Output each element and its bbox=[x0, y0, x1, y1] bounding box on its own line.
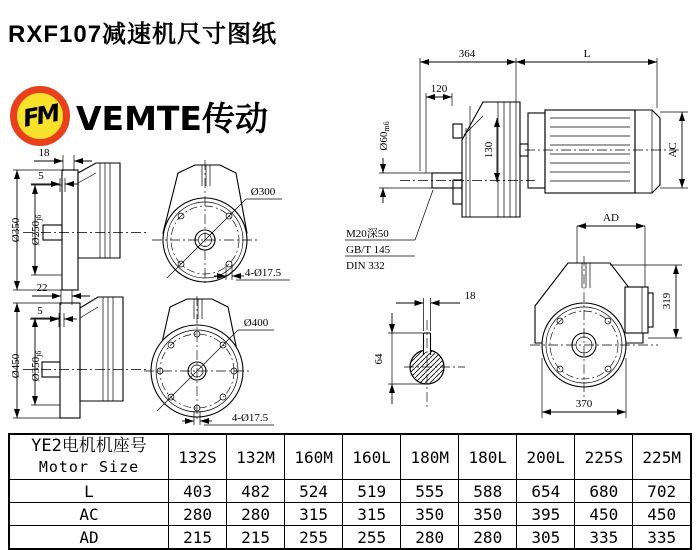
logo-badge-icon bbox=[10, 86, 70, 146]
dim-flange-depth: 18 bbox=[38, 147, 50, 159]
cell: 280 bbox=[227, 503, 285, 526]
cell: 588 bbox=[459, 480, 517, 503]
cell: 450 bbox=[575, 503, 633, 526]
dim-spigot-dia: Ø250j6 bbox=[30, 214, 43, 246]
table-row-AC bbox=[9, 503, 691, 526]
cell: 280 bbox=[401, 526, 459, 550]
row-label: L bbox=[9, 480, 169, 503]
dimensions bbox=[10, 282, 90, 418]
col-header: 225M bbox=[633, 434, 691, 480]
dim-shaft-dia: Ø60m6 bbox=[378, 121, 391, 151]
row-label: AD bbox=[9, 526, 169, 550]
table-header-row bbox=[9, 434, 691, 480]
cell: 315 bbox=[285, 503, 343, 526]
tap-note-2: GB/T 145 bbox=[346, 244, 391, 256]
cell: 680 bbox=[575, 480, 633, 503]
cell: 215 bbox=[227, 526, 285, 550]
dim-outer-dia: Ø350 bbox=[10, 217, 22, 243]
cell: 255 bbox=[343, 526, 401, 550]
view-rear bbox=[520, 208, 698, 433]
cell: 315 bbox=[343, 503, 401, 526]
col-header: 160M bbox=[285, 434, 343, 480]
cell: 555 bbox=[401, 480, 459, 503]
view-flange-small-front bbox=[150, 158, 325, 293]
col-header: 180L bbox=[459, 434, 517, 480]
cell: 335 bbox=[575, 526, 633, 550]
header-en: Motor Size bbox=[38, 458, 140, 476]
motor-outline bbox=[520, 110, 660, 193]
dimensions bbox=[378, 48, 688, 203]
dim-overall-length: 364 bbox=[458, 48, 476, 60]
brand-logo bbox=[10, 86, 268, 146]
cell: 255 bbox=[285, 526, 343, 550]
table-row-L bbox=[9, 480, 691, 503]
dim-lip: 5 bbox=[37, 305, 43, 317]
view-flange-large-front bbox=[140, 295, 325, 437]
col-header: 180M bbox=[401, 434, 459, 480]
logo-brand-text: VEMTE传动 bbox=[76, 98, 268, 138]
cell: 350 bbox=[401, 503, 459, 526]
dim-body-height: 319 bbox=[661, 292, 673, 310]
dim-outer-dia: Ø450 bbox=[10, 353, 22, 379]
row-label: AC bbox=[9, 503, 169, 526]
col-header: 160L bbox=[343, 434, 401, 480]
header-cn: YE2电机机座号 bbox=[31, 436, 147, 456]
dim-flange-depth: 22 bbox=[36, 282, 48, 294]
cell: 305 bbox=[517, 526, 575, 550]
cell: 280 bbox=[169, 503, 227, 526]
tap-note-1: M20深50 bbox=[346, 228, 389, 240]
cell: 524 bbox=[285, 480, 343, 503]
table-header-cell bbox=[9, 434, 169, 480]
col-header: 200L bbox=[517, 434, 575, 480]
dim-holes: 4-Ø17.5 bbox=[231, 412, 269, 424]
gearbox-outline bbox=[42, 297, 123, 418]
table-row-AD bbox=[9, 526, 691, 550]
dim-flange-height: 130 bbox=[483, 141, 495, 159]
cell: 519 bbox=[343, 480, 401, 503]
cell: 482 bbox=[227, 480, 285, 503]
gearbox-outline bbox=[43, 163, 120, 290]
cell: 702 bbox=[633, 480, 691, 503]
view-flange-large-side bbox=[8, 283, 158, 438]
cell: 654 bbox=[517, 480, 575, 503]
dim-motor-length: L bbox=[583, 48, 591, 60]
dim-body-width: 370 bbox=[575, 398, 593, 410]
page-title: RXF107减速机尺寸图纸 bbox=[8, 21, 278, 48]
dim-key-depth: 64 bbox=[373, 353, 385, 365]
dim-box-width: AD bbox=[603, 212, 619, 224]
tap-note-3: DIN 332 bbox=[346, 260, 385, 272]
col-header: 132S bbox=[169, 434, 227, 480]
dim-lip: 5 bbox=[38, 170, 44, 182]
dim-bolt-circle: Ø300 bbox=[250, 186, 276, 198]
col-header: 132M bbox=[227, 434, 285, 480]
view-flange-small-side bbox=[8, 143, 158, 298]
dim-key-width: 18 bbox=[464, 290, 476, 302]
gearbox-outline bbox=[432, 102, 520, 217]
cell: 403 bbox=[169, 480, 227, 503]
cell: 335 bbox=[633, 526, 691, 550]
cell: 350 bbox=[459, 503, 517, 526]
motor-size-table bbox=[8, 433, 692, 550]
tap-hole-notes bbox=[345, 190, 433, 272]
logo-mark: FM bbox=[20, 99, 60, 133]
dim-bolt-circle: Ø400 bbox=[243, 317, 269, 329]
cell: 395 bbox=[517, 503, 575, 526]
cell: 450 bbox=[633, 503, 691, 526]
dim-spigot-dia: Ø350j6 bbox=[30, 350, 43, 382]
cell: 280 bbox=[459, 526, 517, 550]
dim-holes: 4-Ø17.5 bbox=[244, 267, 282, 279]
dim-motor-width: AC bbox=[667, 142, 679, 158]
dim-shaft-length: 120 bbox=[430, 83, 448, 95]
dimensions bbox=[10, 147, 92, 290]
cell: 215 bbox=[169, 526, 227, 550]
view-shaft-section bbox=[360, 278, 480, 423]
col-header: 225S bbox=[575, 434, 633, 480]
